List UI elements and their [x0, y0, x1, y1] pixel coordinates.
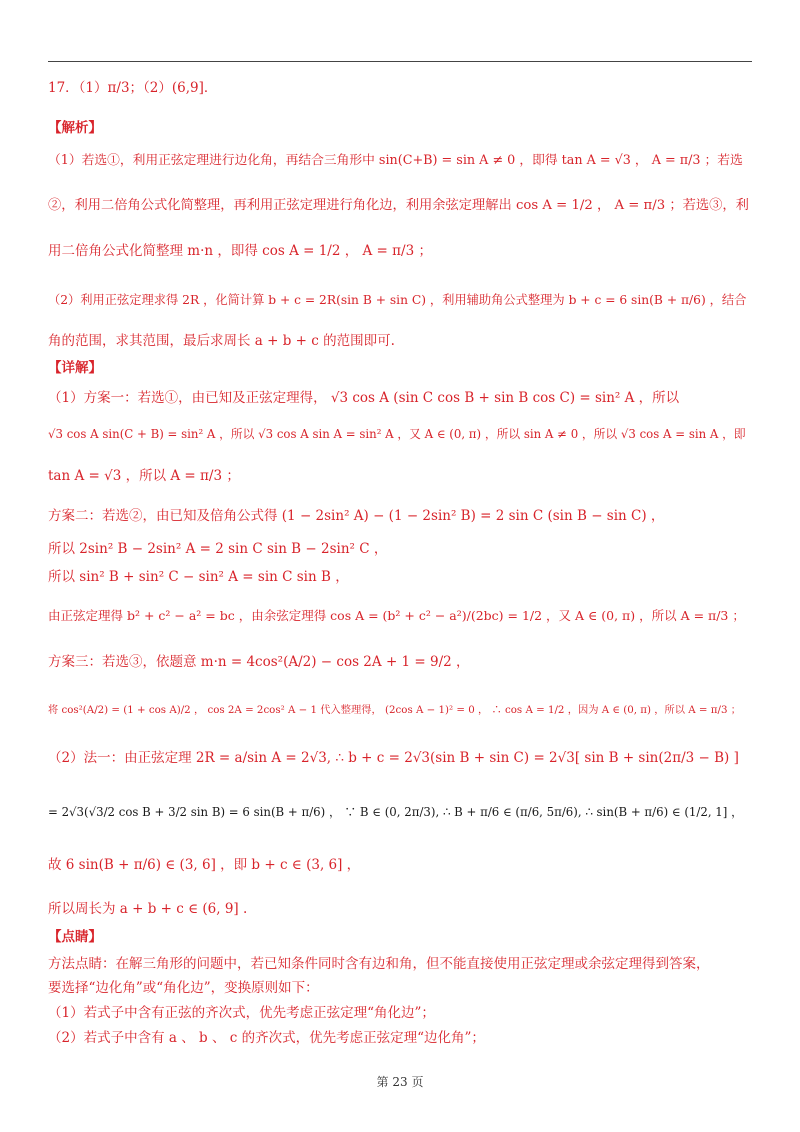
comment-line-3: （1）若式子中含有正弦的齐次式，优先考虑正弦定理“角化边”； [48, 1005, 435, 1021]
analysis-line-4: （2）利用正弦定理求得 2R ，化简计算 b + c = 2R(sin B + sin C) ，利用辅助角公式整理为 b + c = 6 sin(B + π/6) ，结合 [48, 293, 747, 307]
comment-line-4: （2）若式子中含有 a 、 b 、 c 的齐次式，优先考虑正弦定理“边化角”； [48, 1030, 485, 1046]
detail-line-5: 所以 2sin² B − 2sin² A = 2 sin C sin B − 2sin² C ， [48, 541, 388, 557]
detail-line-3: tan A = √3 ，所以 A = π/3 ； [48, 468, 240, 484]
detail-line-6: 所以 sin² B + sin² C − sin² A = sin C sin B ， [48, 569, 349, 585]
detail-line-10: （2）法一：由正弦定理 2R = a/sin A = 2√3, ∴ b + c = 2√3(sin B + sin C) = 2√3[ sin B + sin(2π/3 − B) ] [48, 750, 739, 766]
analysis-line-2: ②，利用二倍角公式化简整理，再利用正弦定理进行角化边，利用余弦定理解出 cos A = 1/2 ， A = π/3 ；若选③，利 [48, 198, 749, 213]
analysis-line-1: （1）若选①，利用正弦定理进行边化角，再结合三角形中 sin(C+B) = sin A ≠ 0 ，即得 tan A = √3 ， A = π/3 ；若选 [48, 153, 743, 168]
detail-line-7: 由正弦定理得 b² + c² − a² = bc ，由余弦定理得 cos A = (b² + c² − a²)/(2bc) = 1/2 ，又 A ∈ (0, π) ，所以 A = π/3 ； [48, 608, 745, 623]
answer-line: 17．（1）π/3；（2）(6,9]． [48, 80, 218, 96]
comment-line-2: 要选择“边化角”或“角化边”，变换原则如下： [48, 980, 319, 996]
detail-line-11: = 2√3(√3/2 cos B + 3/2 sin B) = 6 sin(B + π/6) ， ∵ B ∈ (0, 2π/3), ∴ B + π/6 ∈ (π/6, 5π/6), ∴ sin(B + π/6) ∈ (1/2, 1] ， [48, 805, 743, 819]
comment-line-1: 方法点睛：在解三角形的问题中，若已知条件同时含有边和角，但不能直接使用正弦定理或余弦定理得到答案， [48, 956, 710, 972]
detail-line-8: 方案三：若选③，依题意 m·n = 4cos²(A/2) − cos 2A + 1 = 9/2 ， [48, 654, 470, 670]
analysis-line-5: 角的范围，求其范围，最后求周长 a + b + c 的范围即可. [48, 333, 395, 349]
page-number: 第 23 页 [376, 1075, 424, 1089]
detail-line-2: √3 cos A sin(C + B) = sin² A ，所以 √3 cos A sin A = sin² A ，又 A ∈ (0, π) ，所以 sin A ≠ 0 ，所以 √3 cos A = sin A ，即 [48, 427, 746, 441]
analysis-label: 【解析】 [48, 120, 102, 136]
comment-label: 【点睛】 [48, 929, 102, 945]
detail-line-4: 方案二：若选②，由已知及倍角公式得 (1 − 2sin² A) − (1 − 2sin² B) = 2 sin C (sin B − sin C) ， [48, 508, 665, 524]
detail-label: 【详解】 [48, 360, 102, 376]
detail-line-1: （1）方案一：若选①，由已知及正弦定理得， √3 cos A (sin C cos B + sin B cos C) = sin² A ，所以 [48, 390, 680, 406]
header-rule [48, 61, 752, 62]
detail-line-12: 故 6 sin(B + π/6) ∈ (3, 6] ，即 b + c ∈ (3, 6] ， [48, 857, 361, 873]
detail-line-9: 将 cos²(A/2) = (1 + cos A)/2 ， cos 2A = 2cos² A − 1 代入整理得， (2cos A − 1)² = 0 ， ∴ cos A = 1/2 ，因为 A ∈ (0, π) ，所以 A = π/3 ； [48, 704, 741, 716]
analysis-line-3: 用二倍角公式化简整理 m·n ，即得 cos A = 1/2 ， A = π/3 ； [48, 243, 432, 259]
detail-line-13: 所以周长为 a + b + c ∈ (6, 9] . [48, 901, 248, 917]
